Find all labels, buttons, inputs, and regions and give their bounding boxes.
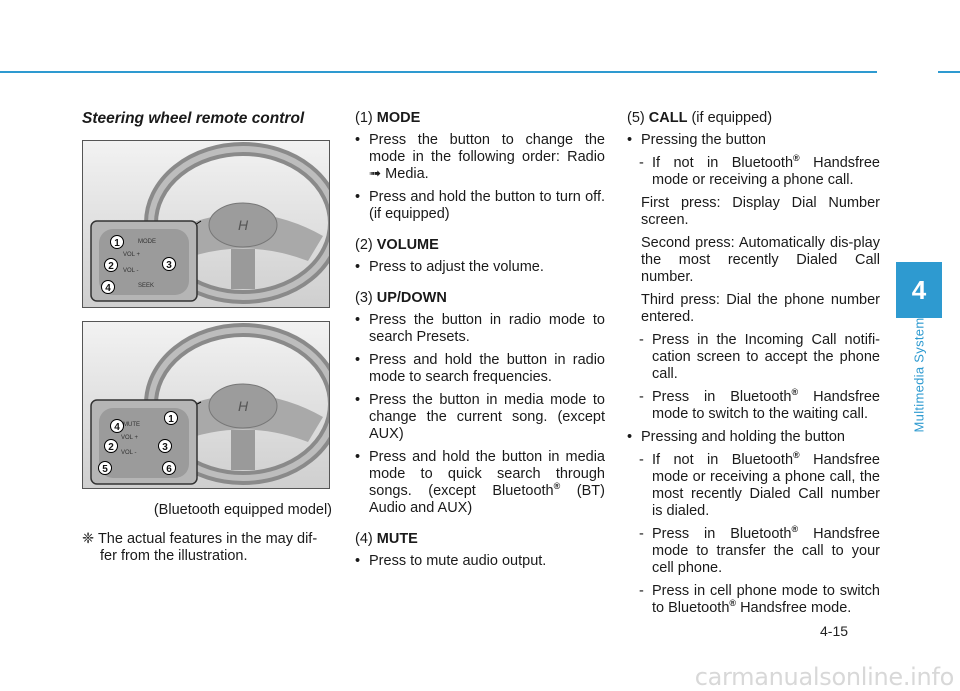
fig2-label-6: 6 <box>166 464 172 475</box>
updown-bullet-4: • Press and hold the button in media mode to quick search through songs. (except Bluetooth® (BT) Audio and AUX) <box>355 449 605 517</box>
svg-text:H: H <box>237 217 249 233</box>
mode-bullet-1: • Press the button to change the mode in the following order: Radio ➟ Media. <box>355 132 605 183</box>
note-text: The actual features in the may dif-fer from the illustration. <box>97 531 318 564</box>
fig1-btn-mode: MODE <box>138 239 156 245</box>
volume-bullet-1: • Press to adjust the volume. <box>355 259 605 276</box>
call-para-3: Third press: Dial the phone number entered. <box>641 292 880 325</box>
call-sub-6: - Press in cell phone mode to switch to Bluetooth® Handsfree mode. <box>627 583 880 617</box>
chapter-number: 4 <box>911 274 927 305</box>
fig2-btn-vol-up: VOL + <box>121 435 138 441</box>
volume-heading: (2) VOLUME <box>355 237 439 253</box>
fig1-btn-vol-up: VOL + <box>123 252 140 258</box>
fig2-label-2: 2 <box>108 442 114 453</box>
mode-bullet-2: • Press and hold the button to turn off. (if equipped) <box>355 189 605 223</box>
call-bullet-1: • Pressing the button <box>627 132 880 149</box>
fig1-label-2: 2 <box>108 261 114 272</box>
note <box>82 531 332 565</box>
header-rule <box>0 71 877 73</box>
call-sub-2: - Press in the Incoming Call notifi-cation screen to accept the phone call. <box>627 332 880 383</box>
fig1-label-3: 3 <box>166 260 172 271</box>
svg-text:H: H <box>237 398 249 414</box>
fig2-btn-vol-down: VOL - <box>121 450 137 456</box>
fig2-label-4: 4 <box>114 422 120 433</box>
section-title: Multimedia System <box>911 317 927 433</box>
call-sub-1: - If not in Bluetooth® Handsfree mode or receiving a phone call. <box>627 155 880 189</box>
fig2-label-5: 5 <box>102 464 108 475</box>
steering-wheel-figure-1 <box>82 140 330 308</box>
chapter-tab <box>896 262 942 318</box>
steering-wheel-illustration <box>83 141 330 308</box>
watermark: carmanualsonline.info <box>694 663 954 691</box>
call-heading: (5) CALL (if equipped) <box>627 110 773 126</box>
mute-bullet-1: • Press to mute audio output. <box>355 553 605 570</box>
call-sub-3: - Press in Bluetooth® Handsfree mode to switch to the waiting call. <box>627 389 880 423</box>
call-sub-4: - If not in Bluetooth® Handsfree mode or receiving a phone call, the most recently Dialed Call number is dialed. <box>627 452 880 520</box>
mute-heading: (4) MUTE <box>355 531 418 547</box>
note-symbol: ❈ <box>82 531 95 547</box>
header-rule-right <box>938 71 960 73</box>
fig2-btn-mute: MUTE <box>123 422 140 428</box>
updown-bullet-2: • Press and hold the button in radio mode to search frequencies. <box>355 352 605 386</box>
updown-heading: (3) UP/DOWN <box>355 290 447 306</box>
fig1-btn-vol-down: VOL - <box>123 268 139 274</box>
fig2-label-1: 1 <box>168 414 174 425</box>
updown-bullet-3: • Press the button in media mode to change the current song. (except AUX) <box>355 392 605 443</box>
page-number: 4-15 <box>820 623 849 639</box>
fig1-label-1: 1 <box>114 238 120 249</box>
column-1 <box>82 110 332 565</box>
column-2 <box>355 110 605 576</box>
call-sub-5: - Press in Bluetooth® Handsfree mode to transfer the call to your cell phone. <box>627 526 880 577</box>
call-para-1: First press: Display Dial Number screen. <box>641 195 880 228</box>
mode-heading: (1) MODE <box>355 110 421 126</box>
fig1-label-4: 4 <box>105 283 111 294</box>
section-heading: Steering wheel remote control <box>82 110 305 127</box>
steering-wheel-figure-2 <box>82 321 330 489</box>
fig2-label-3: 3 <box>162 442 168 453</box>
updown-bullet-1: • Press the button in radio mode to search Presets. <box>355 312 605 346</box>
column-3 <box>627 110 880 623</box>
call-bullet-2: • Pressing and holding the button <box>627 429 880 446</box>
fig1-btn-seek: SEEK <box>138 283 155 289</box>
call-para-2: Second press: Automatically dis-play the most recently Dialed Call number. <box>641 235 880 285</box>
figure-caption: (Bluetooth equipped model) <box>153 502 332 518</box>
steering-wheel-illustration <box>83 322 330 489</box>
